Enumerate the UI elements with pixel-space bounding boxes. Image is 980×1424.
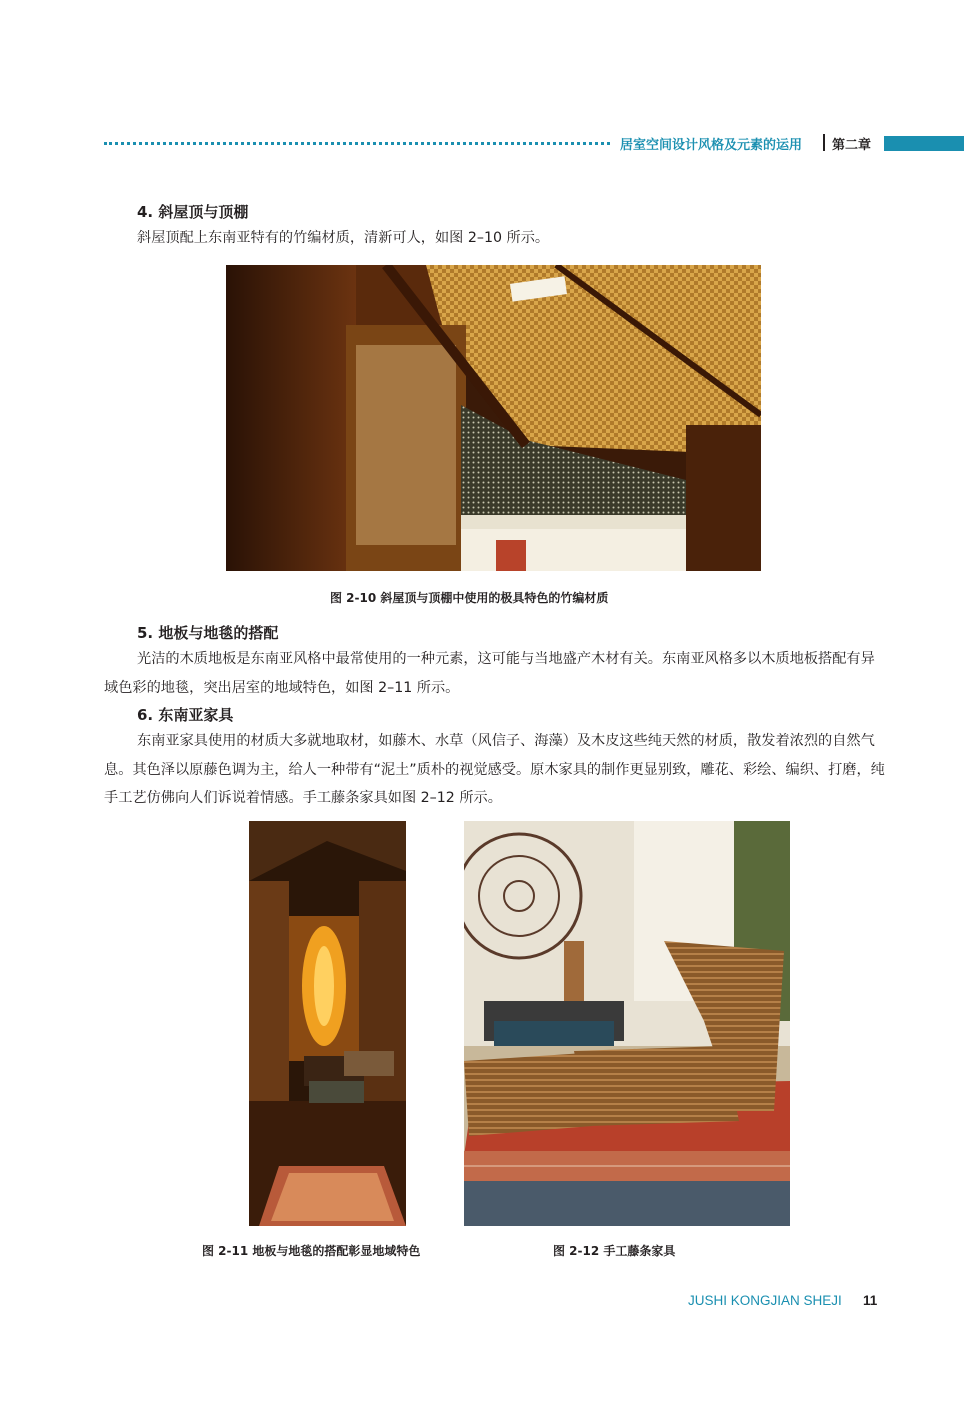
rattan-furniture-illustration xyxy=(464,821,790,1226)
section-paragraph-4: 斜屋顶配上东南亚特有的竹编材质，清新可人，如图 2–10 所示。 xyxy=(137,230,550,246)
header-accent-bar xyxy=(884,136,964,151)
section-heading-5: 5. 地板与地毯的搭配 xyxy=(137,624,279,642)
footer-running-title: JUSHI KONGJIAN SHEJI xyxy=(688,1293,842,1308)
bamboo-ceiling-illustration xyxy=(226,265,761,571)
figure-2-12-caption: 图 2-12 手工藤条家具 xyxy=(553,1244,676,1258)
section-paragraph-5: 光洁的木质地板是东南亚风格中最常使用的一种元素，这可能与当地盛产木材有关。东南亚风格多以木质地板搭配有异域色彩的地毯，突出居室的地域特色，如图 2–11 所示。 xyxy=(104,651,875,696)
figure-2-10-photo xyxy=(226,265,761,571)
figure-2-12-photo xyxy=(464,821,790,1226)
figure-2-10-caption: 图 2-10 斜屋顶与顶棚中使用的极具特色的竹编材质 xyxy=(330,591,609,605)
section-paragraph-6: 东南亚家具使用的材质大多就地取材，如藤木、水草（风信子、海藻）及木皮这些纯天然的材质，散发着浓烈的自然气息。其色泽以原藤色调为主，给人一种带有“泥土”质朴的视觉感受。原木家具的制作更显别致，雕花、彩绘、编织、打磨，纯手工艺仿佛向人们诉说着情感。手工藤条家具如图 2–12 所示。 xyxy=(104,733,885,806)
header-chapter: 第二章 xyxy=(832,138,872,153)
page-number: 11 xyxy=(863,1293,878,1308)
wood-floor-rug-illustration xyxy=(249,821,406,1226)
section-heading-6: 6. 东南亚家具 xyxy=(137,706,234,724)
header-title: 居室空间设计风格及元素的运用 xyxy=(620,138,803,153)
figure-2-11-photo xyxy=(249,821,406,1226)
figure-2-11-caption: 图 2-11 地板与地毯的搭配彰显地域特色 xyxy=(202,1244,421,1258)
header-separator xyxy=(823,134,825,151)
header-dotted-rule xyxy=(104,142,610,145)
section-heading-4: 4. 斜屋顶与顶棚 xyxy=(137,203,249,221)
